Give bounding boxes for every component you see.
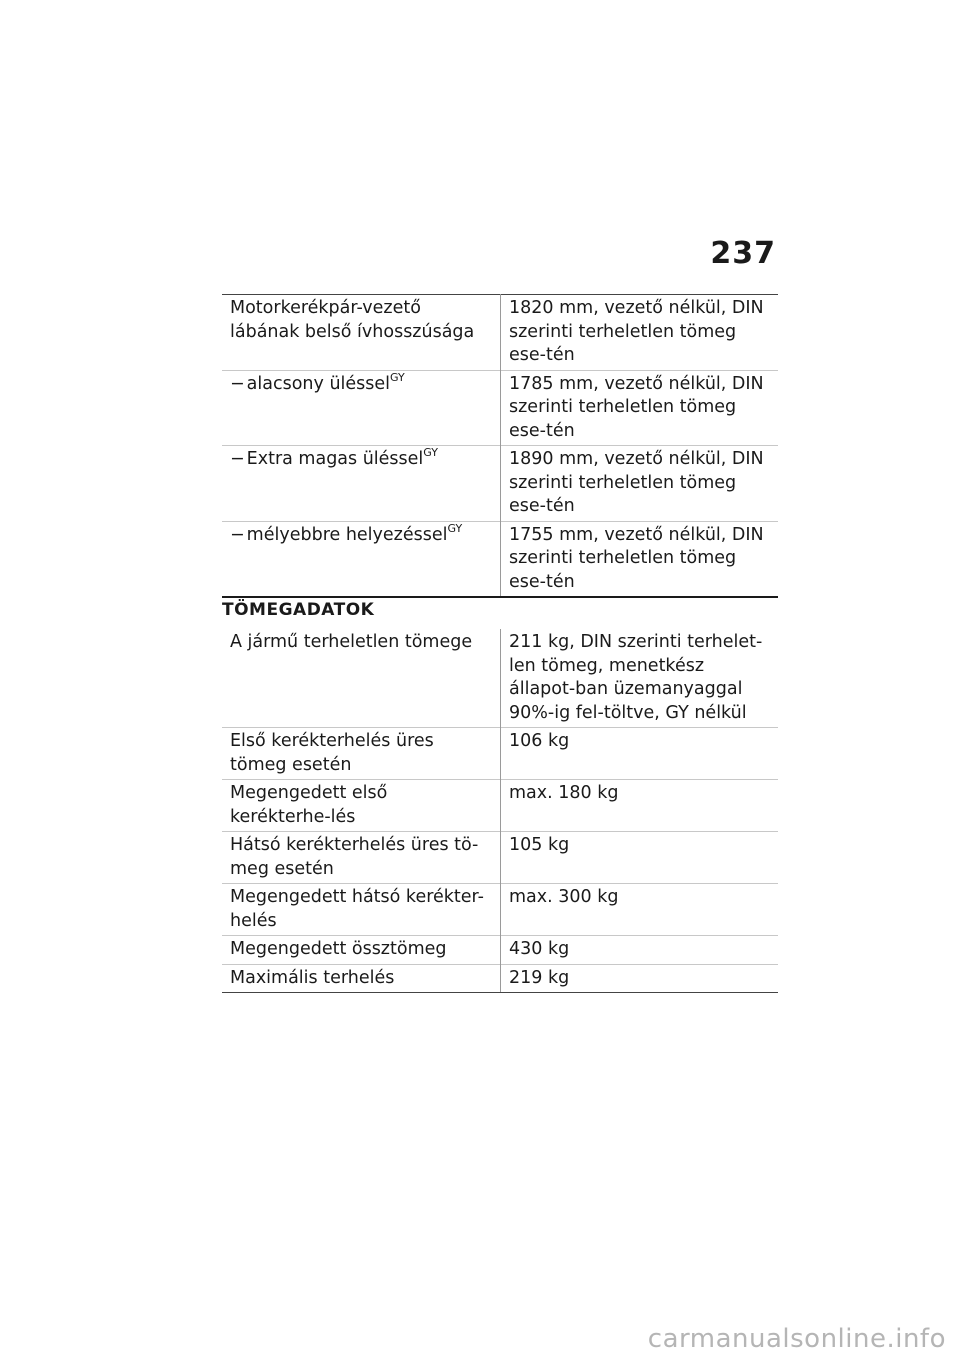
table-row bbox=[222, 936, 778, 965]
row-value: 106 kg bbox=[501, 728, 779, 780]
row-label: − mélyebbre helyezéssel$^{GY}$ bbox=[222, 521, 501, 597]
weights-table bbox=[222, 629, 778, 993]
dash-bullet: − bbox=[230, 449, 245, 469]
row-label: − Extra magas üléssel$^{GY}$ bbox=[222, 446, 501, 522]
row-label: Megengedett össztömeg bbox=[222, 936, 501, 965]
table-row bbox=[222, 446, 778, 522]
row-label: Megengedett hátsó kerékter-helés bbox=[222, 884, 501, 936]
superscript-note: GY bbox=[423, 446, 438, 459]
dash-bullet: − bbox=[230, 524, 245, 545]
row-label: Megengedett első kerékterhe-lés bbox=[222, 780, 501, 832]
table-row bbox=[222, 832, 778, 884]
table-row bbox=[222, 884, 778, 936]
table-row bbox=[222, 629, 778, 728]
section-heading: TÖMEGADATOK bbox=[222, 600, 375, 620]
row-value: 1820 mm, vezető nélkül, DIN szerinti terheletlen tömeg ese-tén bbox=[501, 295, 779, 371]
table-row bbox=[222, 370, 778, 446]
row-label: Maximális terhelés bbox=[222, 964, 501, 993]
row-value: max. 180 kg bbox=[501, 780, 779, 832]
superscript-note: GY bbox=[390, 370, 405, 384]
row-label: Első kerékterhelés üres tömeg esetén bbox=[222, 728, 501, 780]
section-divider bbox=[222, 596, 778, 598]
table-row bbox=[222, 295, 778, 371]
watermark: carmanualsonline.info bbox=[647, 1324, 946, 1354]
row-label: − alacsony üléssel$^{GY}$ bbox=[222, 370, 501, 446]
row-label: A jármű terheletlen tömege bbox=[230, 632, 473, 652]
row-value: max. 300 kg bbox=[501, 884, 779, 936]
table-row bbox=[222, 780, 778, 832]
row-value: 105 kg bbox=[501, 832, 779, 884]
superscript-note: GY bbox=[447, 521, 463, 535]
row-value: 1785 mm, vezető nélkül, DIN szerinti terheletlen tömeg ese-tén bbox=[501, 370, 779, 446]
row-label: Motorkerékpár-vezető lábának belső ívhosszúsága bbox=[230, 298, 475, 342]
row-value: 1890 mm, vezető nélkül, DIN szerinti terheletlen tömeg ese-tén bbox=[501, 446, 779, 522]
row-value: 1755 mm, vezető nélkül, DIN szerinti terheletlen tömeg ese-tén bbox=[501, 521, 779, 597]
dash-bullet: − bbox=[230, 373, 245, 394]
row-label: Hátsó kerékterhelés üres tö-meg esetén bbox=[222, 832, 501, 884]
row-value: 219 kg bbox=[501, 964, 779, 993]
page-number: 237 bbox=[710, 236, 776, 271]
table-row bbox=[222, 964, 778, 993]
row-value: 430 kg bbox=[501, 936, 779, 965]
table-row bbox=[222, 728, 778, 780]
dimensions-table bbox=[222, 294, 778, 597]
row-value: 211 kg, DIN szerinti terhelet-len tömeg, menetkész állapot-ban üzemanyaggal 90%-ig fel-töltve, GY nélkül bbox=[501, 629, 779, 728]
table-row bbox=[222, 521, 778, 597]
